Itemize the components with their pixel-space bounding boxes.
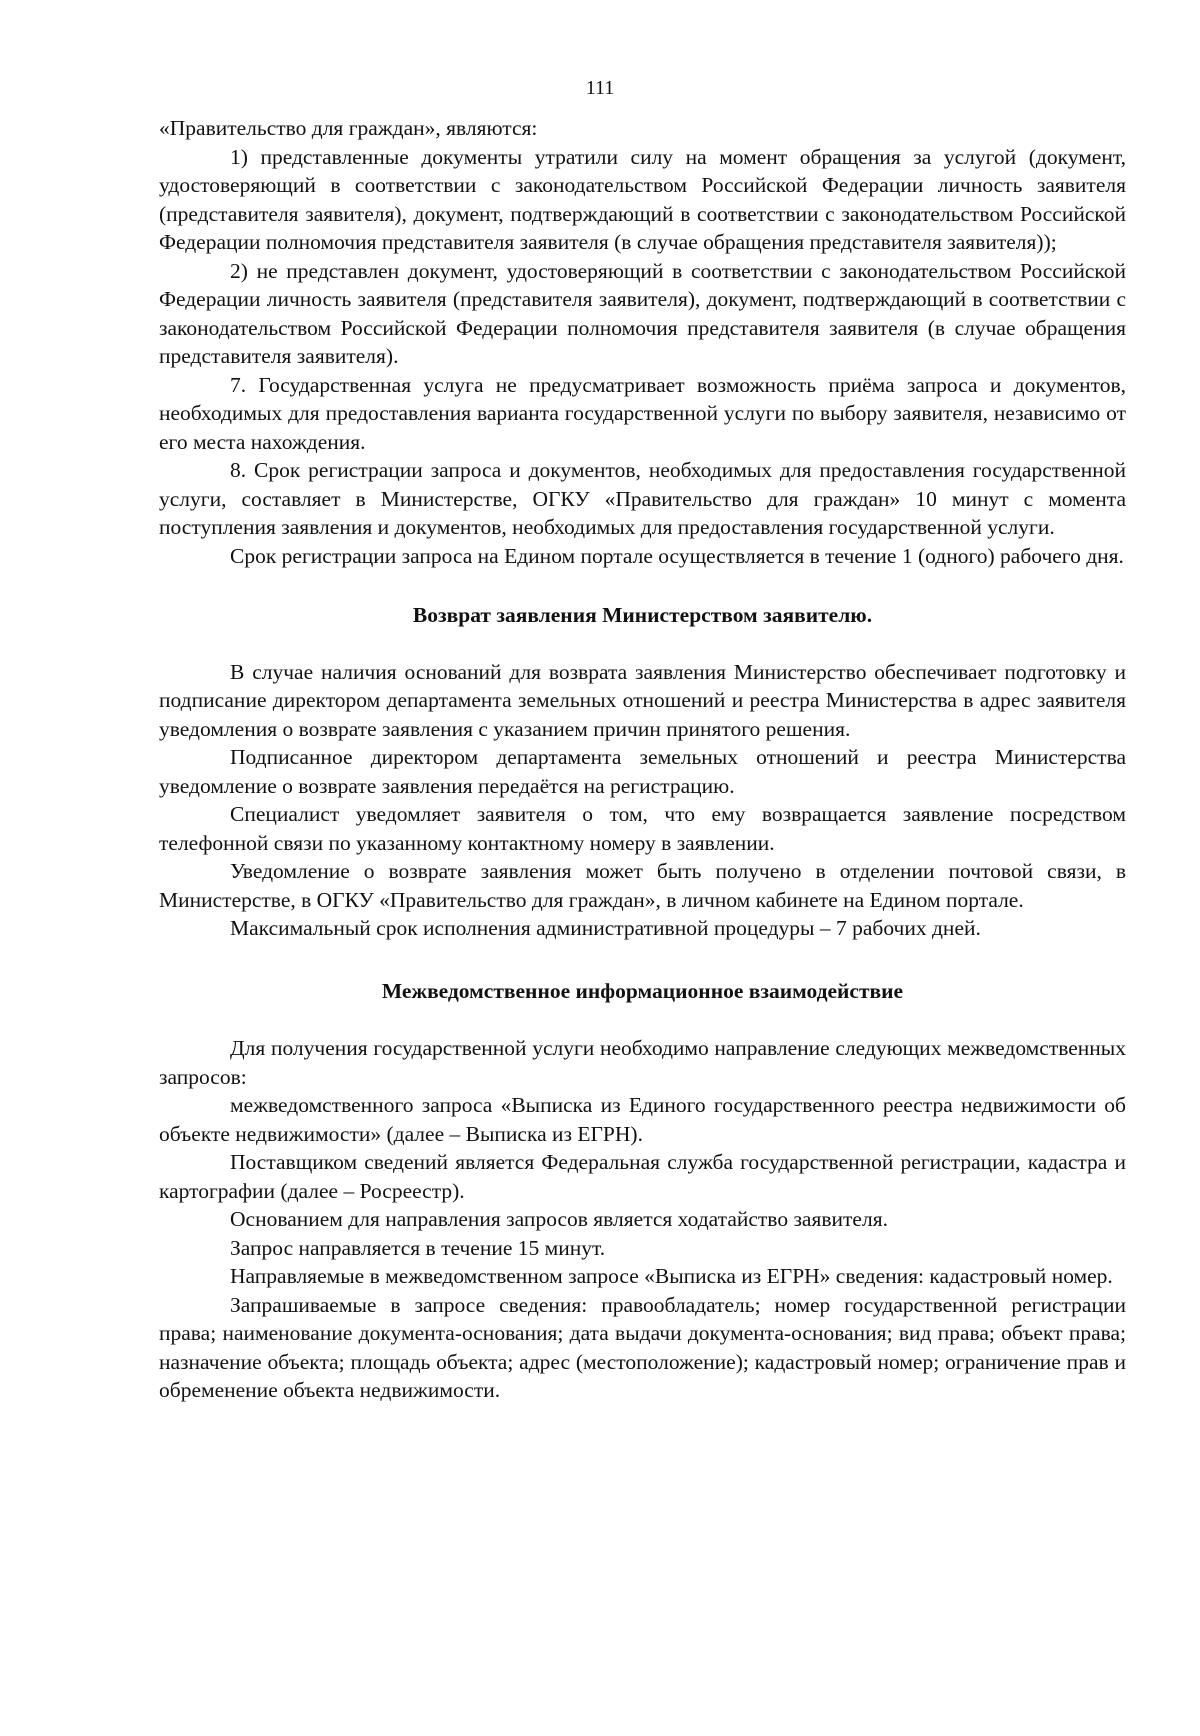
paragraph: Направляемые в межведомственном запросе «Выписка из ЕГРН» сведения: кадастровый номер. (230, 1264, 1113, 1288)
paragraph: Специалист уведомляет заявителя о том, что ему возвращается заявление посредством телефонной связи по указанному контактному номеру в заявлении. (159, 802, 1126, 855)
paragraph: Максимальный срок исполнения административной процедуры – 7 рабочих дней. (230, 916, 981, 940)
paragraph: Поставщиком сведений является Федеральная служба государственной регистрации, кадастра и картографии (далее – Росреестр). (159, 1150, 1126, 1203)
section-heading-return: Возврат заявления Министерством заявителю. (412, 603, 873, 627)
paragraph: 1) представленные документы утратили силу на момент обращения за услугой (документ, удостоверяющий в соответствии с законодательством Российской Федерации личность заявителя (представителя заявителя), документ, подтверждающий в соответствии с законодательством Российской Федерации полномочия представителя заявителя (в случае обращения представителя заявителя)); (159, 144, 1126, 254)
paragraph: Запрос направляется в течение 15 минут. (230, 1235, 606, 1260)
paragraph: Подписанное директором департамента земельных отношений и реестра Министерства уведомление о возврате заявления передаётся на регистрацию. (159, 745, 1126, 798)
paragraph: 7. Государственная услуга не предусматривает возможность приёма запроса и документов, необходимых для предоставления варианта государственной услуги по выбору заявителя, независимо от его места нахождения. (159, 372, 1126, 454)
page-number: 111 (585, 77, 615, 99)
document-body (159, 114, 1126, 1405)
paragraph: В случае наличия оснований для возврата заявления Министерство обеспечивает подготовку и подписание директором департамента земельных отношений и реестра Министерства в адрес заявителя уведомления о возврате заявления с указанием причин принятого решения. (159, 659, 1126, 741)
paragraph: Для получения государственной услуги необходимо направление следующих межведомственных запросов: (159, 1036, 1126, 1089)
paragraph: Уведомление о возврате заявления может быть получено в отделении почтовой связи, в Министерстве, в ОГКУ «Правительство для граждан», в личном кабинете на Едином портале. (159, 859, 1126, 912)
section-heading-interagency: Межведомственное информационное взаимодействие (381, 978, 904, 1003)
paragraph: 2) не представлен документ, удостоверяющий в соответствии с законодательством Российской Федерации личность заявителя (представителя заявителя), документ, подтверждающий в соответствии с законодательством Российской Федерации полномочия представителя заявителя (в случае обращения представителя заявителя). (159, 258, 1126, 368)
paragraph: Срок регистрации запроса на Едином портале осуществляется в течение 1 (одного) рабочего дня. (230, 543, 1124, 568)
paragraph: Запрашиваемые в запросе сведения: правообладатель; номер государственной регистрации права; наименование документа-основания; дата выдачи документа-основания; вид права; объект права; назначение объекта; площадь объекта; адрес (местоположение); кадастровый номер; ограничение прав и обременение объекта недвижимости. (159, 1292, 1126, 1402)
paragraph: межведомственного запроса «Выписка из Единого государственного реестра недвижимости об объекте недвижимости» (далее – Выписка из ЕГРН). (159, 1093, 1126, 1146)
paragraph: 8. Срок регистрации запроса и документов, необходимых для предоставления государственной услуги, составляет в Министерстве, ОГКУ «Правительство для граждан» 10 минут с момента поступления заявления и документов, необходимых для предоставления государственной услуги. (159, 458, 1126, 539)
paragraph: «Правительство для граждан», являются: (159, 116, 538, 140)
paragraph: Основанием для направления запросов является ходатайство заявителя. (230, 1207, 888, 1231)
